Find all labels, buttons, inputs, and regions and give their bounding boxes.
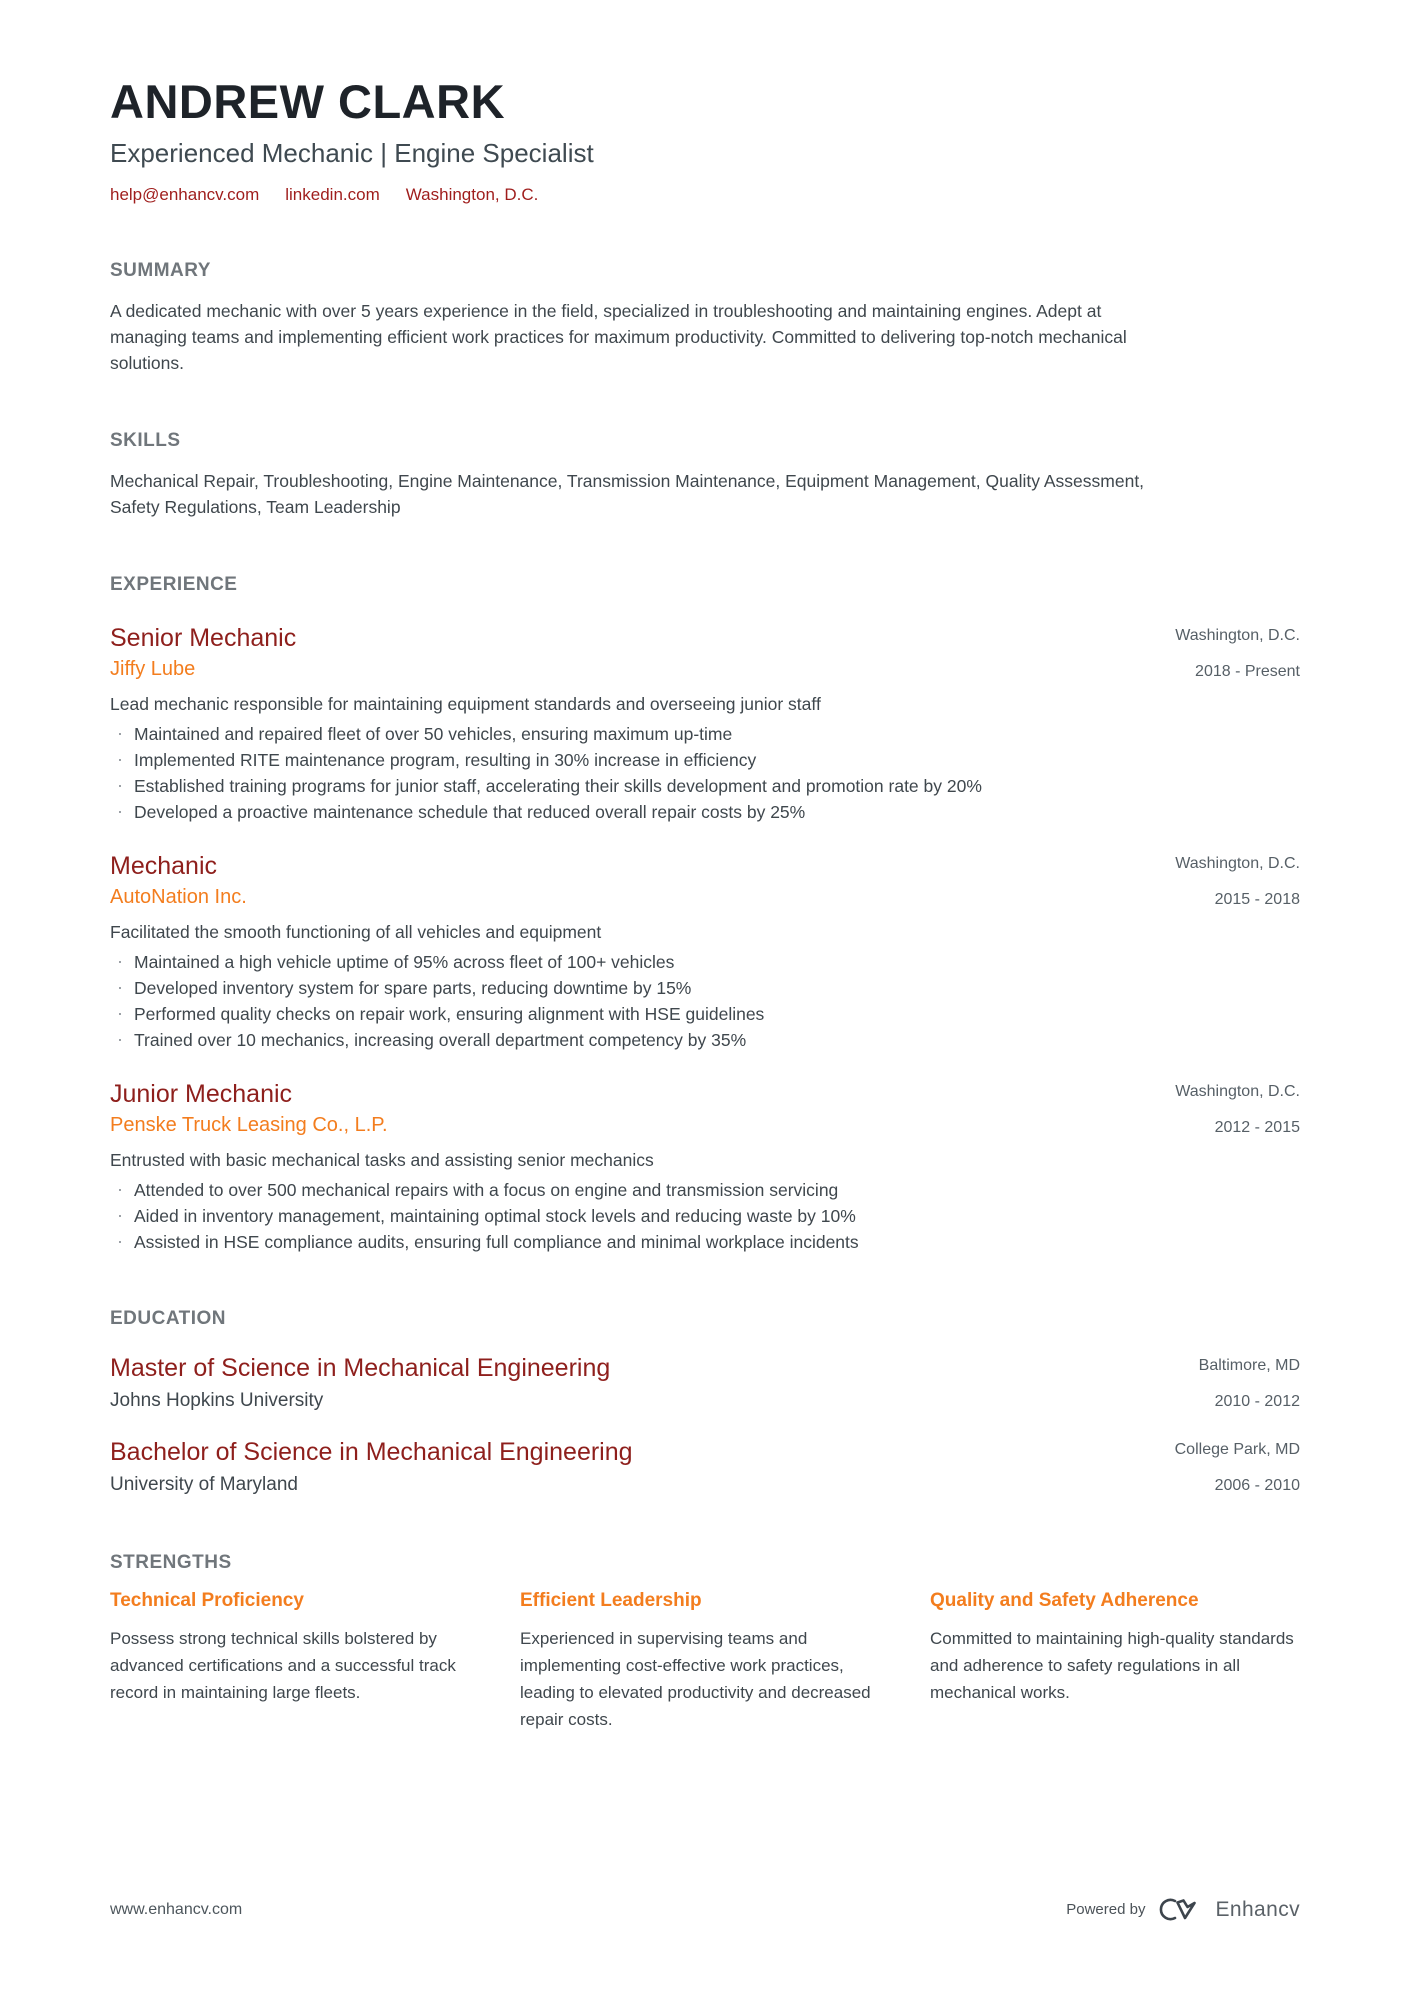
experience-item	[110, 1078, 1300, 1254]
job-company: AutoNation Inc.	[110, 886, 247, 908]
job-bullet: · Trained over 10 mechanics, increasing overall department competency by 35%	[110, 1028, 1300, 1052]
job-title: Senior Mechanic	[110, 624, 297, 652]
job-location: Washington, D.C.	[1175, 1083, 1300, 1100]
job-bullet: · Developed inventory system for spare parts, reducing downtime by 15%	[110, 976, 1300, 1000]
job-bullet-list	[110, 950, 1300, 1052]
contact-linkedin-link[interactable]: linkedin.com	[285, 185, 380, 204]
school-name: University of Maryland	[110, 1474, 298, 1495]
strength-title: Efficient Leadership	[520, 1590, 702, 1611]
job-dates: 2012 - 2015	[1214, 1119, 1300, 1136]
job-title: Junior Mechanic	[110, 1080, 293, 1108]
strength-title: Quality and Safety Adherence	[930, 1590, 1199, 1611]
resume-header	[110, 76, 1300, 206]
experience-heading: EXPERIENCE	[110, 574, 238, 595]
education-dates: 2010 - 2012	[1214, 1393, 1300, 1410]
education-dates: 2006 - 2010	[1214, 1477, 1300, 1494]
education-location: College Park, MD	[1174, 1441, 1300, 1458]
job-bullet: · Maintained and repaired fleet of over 50 vehicles, ensuring maximum up-time	[110, 722, 1300, 746]
experience-item	[110, 622, 1300, 824]
strengths-heading: STRENGTHS	[110, 1552, 232, 1573]
enhancv-brand-name: Enhancv	[1215, 1897, 1300, 1921]
candidate-name: ANDREW CLARK	[110, 75, 506, 128]
job-bullet-list	[110, 1178, 1300, 1254]
contact-location: Washington, D.C.	[405, 185, 539, 204]
education-item	[110, 1436, 1300, 1498]
education-item	[110, 1352, 1300, 1414]
experience-item-left	[110, 622, 296, 683]
strength-text: Committed to maintaining high-quality standards and adherence to safety regulations in all mechanical works.	[930, 1629, 1294, 1702]
job-bullet: · Aided in inventory management, maintaining optimal stock levels and reducing waste by 10%	[110, 1204, 1300, 1228]
experience-item-left	[110, 1078, 388, 1139]
education-item-meta	[1199, 1352, 1300, 1412]
powered-by-enhancv-link[interactable]	[1066, 1896, 1300, 1923]
enhancv-logo-icon	[1157, 1896, 1203, 1923]
job-bullet: · Developed a proactive maintenance schedule that reduced overall repair costs by 25%	[110, 800, 1300, 824]
strength-text: Experienced in supervising teams and implementing cost-effective work practices, leading to elevated productivity and decreased repair costs.	[520, 1629, 871, 1729]
summary-text: A dedicated mechanic with over 5 years experience in the field, specialized in troubleshooting and maintaining engines. Adept at managing teams and implementing efficient work practices for maximum productivity. Committed to delivering top-notch mechanical solutions.	[110, 301, 1127, 373]
strength-text: Possess strong technical skills bolstered by advanced certifications and a successful track record in maintaining large fleets.	[110, 1629, 456, 1702]
strengths-section	[110, 1552, 1300, 1733]
education-item-meta	[1175, 1436, 1300, 1496]
job-bullet: · Established training programs for junior staff, accelerating their skills development and promotion rate by 20%	[110, 774, 1300, 798]
contact-row	[110, 184, 1300, 206]
strength-item	[520, 1588, 890, 1733]
candidate-job-title: Experienced Mechanic | Engine Specialist	[110, 138, 594, 168]
footer-site-link[interactable]: www.enhancv.com	[110, 1900, 243, 1918]
strength-item	[930, 1588, 1300, 1733]
education-item-header	[110, 1352, 1300, 1414]
experience-item-left	[110, 850, 247, 911]
job-title: Mechanic	[110, 852, 217, 880]
job-location: Washington, D.C.	[1175, 855, 1300, 872]
school-name: Johns Hopkins University	[110, 1390, 324, 1411]
job-company: Penske Truck Leasing Co., L.P.	[110, 1114, 388, 1136]
education-section	[110, 1308, 1300, 1498]
page-footer	[110, 1896, 1300, 1923]
summary-section	[110, 260, 1300, 376]
education-heading: EDUCATION	[110, 1308, 227, 1329]
job-bullet: · Attended to over 500 mechanical repairs with a focus on engine and transmission servicing	[110, 1178, 1300, 1202]
experience-item-header	[110, 622, 1300, 683]
summary-heading: SUMMARY	[110, 260, 211, 281]
degree-title: Master of Science in Mechanical Engineering	[110, 1354, 611, 1382]
job-location: Washington, D.C.	[1175, 627, 1300, 644]
experience-item-meta	[1175, 622, 1300, 682]
job-dates: 2018 - Present	[1195, 663, 1300, 680]
contact-email-link[interactable]: help@enhancv.com	[110, 185, 260, 204]
education-item-header	[110, 1436, 1300, 1498]
job-description: Entrusted with basic mechanical tasks and assisting senior mechanics	[110, 1150, 654, 1170]
strength-title: Technical Proficiency	[110, 1590, 304, 1611]
job-bullet: · Maintained a high vehicle uptime of 95% across fleet of 100+ vehicles	[110, 950, 1300, 974]
education-item-left	[110, 1352, 610, 1414]
job-dates: 2015 - 2018	[1214, 891, 1300, 908]
degree-title: Bachelor of Science in Mechanical Engineering	[110, 1438, 633, 1466]
education-location: Baltimore, MD	[1198, 1357, 1300, 1374]
skills-text: Mechanical Repair, Troubleshooting, Engine Maintenance, Transmission Maintenance, Equipment Management, Quality Assessment, Safety Regulations, Team Leadership	[110, 471, 1145, 517]
education-item-left	[110, 1436, 633, 1498]
powered-by-label: Powered by	[1066, 1901, 1146, 1918]
experience-item-header	[110, 1078, 1300, 1139]
strengths-grid	[110, 1588, 1300, 1733]
strength-item	[110, 1588, 480, 1733]
job-bullet: · Assisted in HSE compliance audits, ensuring full compliance and minimal workplace incidents	[110, 1230, 1300, 1254]
skills-heading: SKILLS	[110, 430, 181, 451]
experience-section	[110, 574, 1300, 1254]
job-company: Jiffy Lube	[110, 658, 196, 680]
skills-section	[110, 430, 1300, 520]
job-bullet: · Performed quality checks on repair work, ensuring alignment with HSE guidelines	[110, 1002, 1300, 1026]
job-description: Facilitated the smooth functioning of all vehicles and equipment	[110, 922, 602, 942]
job-description: Lead mechanic responsible for maintaining equipment standards and overseeing junior staff	[110, 694, 821, 714]
experience-item-meta	[1175, 1078, 1300, 1138]
job-bullet: · Implemented RITE maintenance program, resulting in 30% increase in efficiency	[110, 748, 1300, 772]
experience-item	[110, 850, 1300, 1052]
experience-item-meta	[1175, 850, 1300, 910]
job-bullet-list	[110, 722, 1300, 824]
experience-item-header	[110, 850, 1300, 911]
